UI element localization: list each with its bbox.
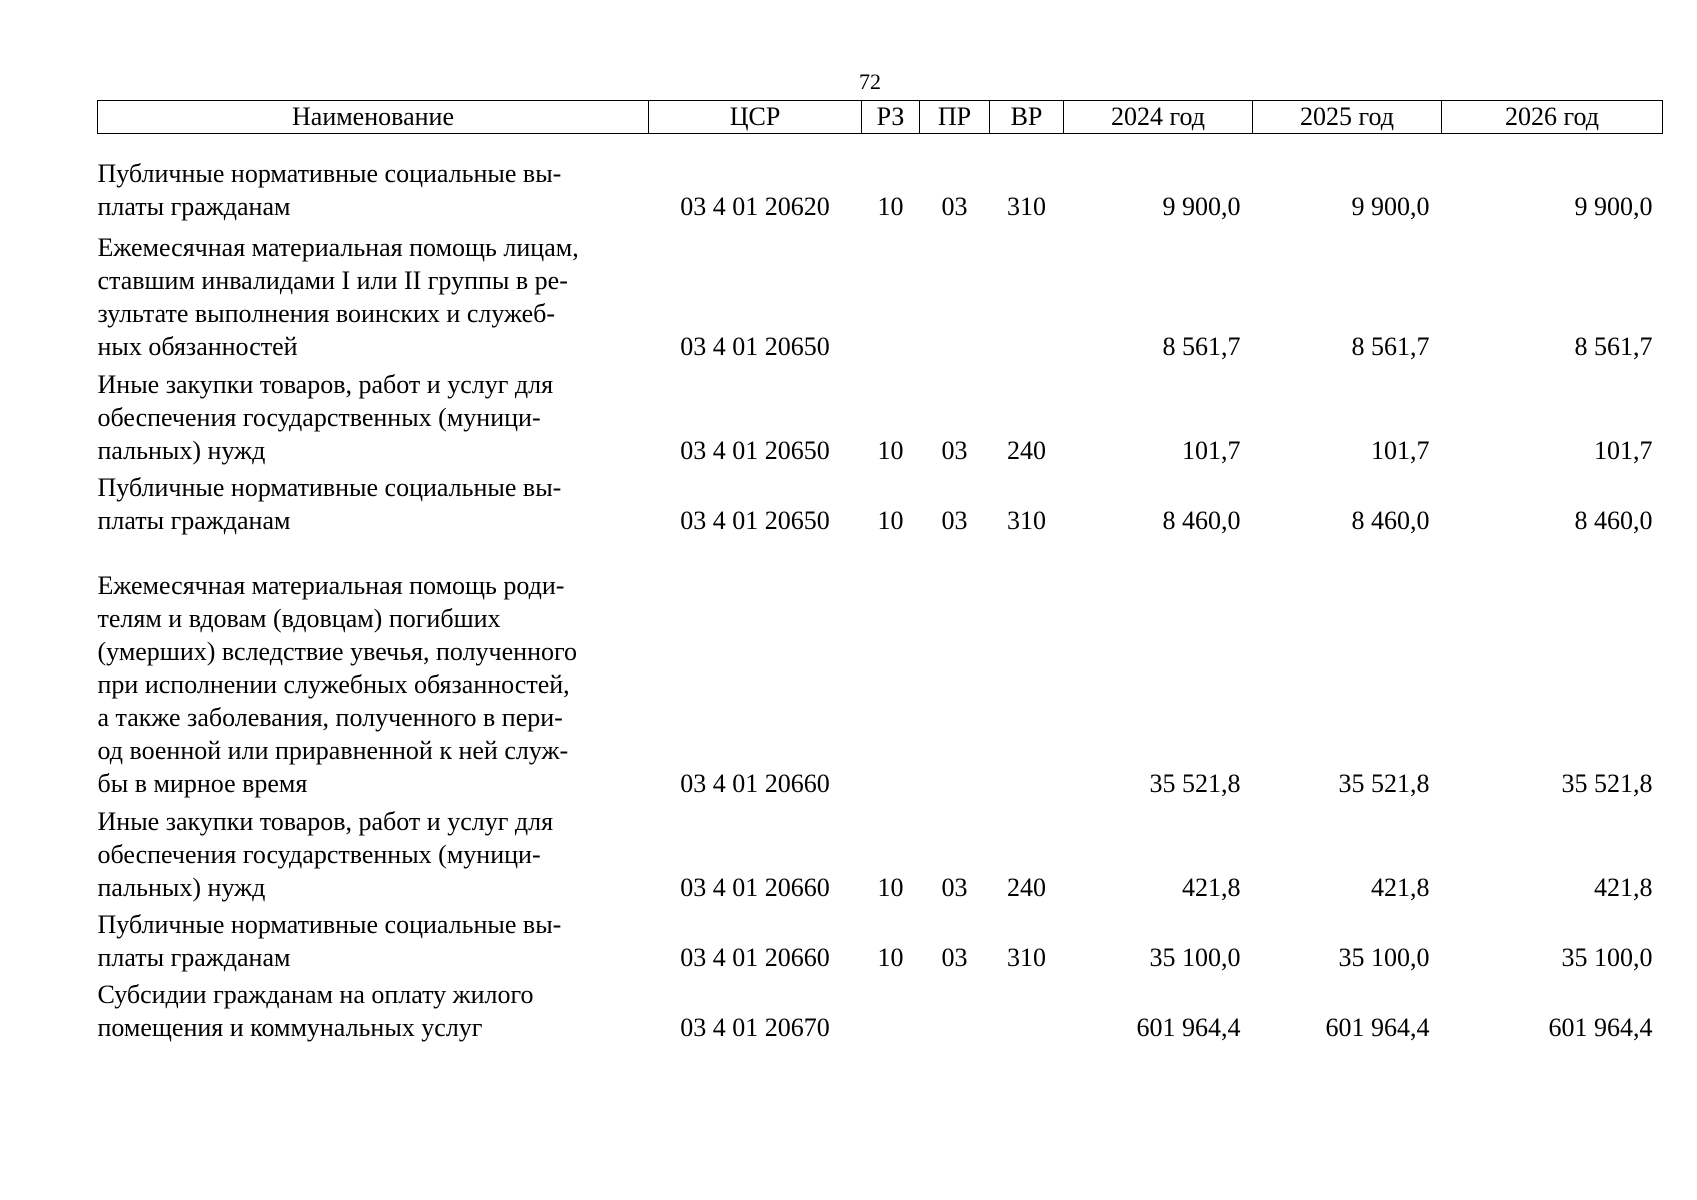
table-row	[98, 974, 1663, 1044]
cell-rz	[862, 974, 920, 1044]
cell-2024: 8 460,0	[1162, 505, 1241, 535]
cell-csr: 03 4 01 20670	[680, 1012, 830, 1042]
cell-pr: 03	[941, 435, 968, 465]
table-row	[98, 467, 1663, 537]
name-line: а также заболевания, полученного в пери-	[97, 702, 563, 732]
header-2024: 2024 год	[1064, 101, 1253, 134]
cell-pr	[920, 974, 990, 1044]
cell-2025: 601 964,4	[1325, 1012, 1430, 1042]
cell-name	[98, 467, 649, 537]
cell-vr	[990, 223, 1064, 363]
cell-vr: 240	[1007, 872, 1046, 902]
table-row	[98, 134, 1663, 223]
name-line: обеспечения государственных (муници-	[97, 839, 541, 869]
cell-2026: 421,8	[1594, 872, 1653, 902]
name-line: Иные закупки товаров, работ и услуг для	[97, 369, 554, 399]
cell-pr: 03	[941, 872, 968, 902]
cell-2024: 35 100,0	[1149, 942, 1241, 972]
name-line: телям и вдовам (вдовцам) погибших	[97, 603, 501, 633]
cell-2024: 9 900,0	[1162, 191, 1241, 221]
name-line: при исполнении служебных обязанностей,	[97, 669, 570, 699]
cell-vr: 310	[1007, 505, 1046, 535]
cell-rz: 10	[877, 872, 904, 902]
cell-rz: 10	[877, 505, 904, 535]
name-line: пальных) нужд	[97, 872, 266, 902]
table-body	[98, 134, 1663, 1044]
cell-2024: 101,7	[1182, 435, 1241, 465]
cell-pr: 03	[941, 191, 968, 221]
name-line: Ежемесячная материальная помощь роди-	[97, 570, 565, 600]
name-line: Иные закупки товаров, работ и услуг для	[97, 806, 554, 836]
cell-pr: 03	[941, 942, 968, 972]
budget-table	[97, 100, 1663, 1044]
cell-2025: 9 900,0	[1351, 191, 1430, 221]
cell-2025: 8 460,0	[1351, 505, 1430, 535]
cell-2026: 9 900,0	[1574, 191, 1653, 221]
cell-vr: 240	[1007, 435, 1046, 465]
name-line: Публичные нормативные социальные вы-	[97, 158, 562, 188]
cell-2024: 8 561,7	[1162, 331, 1241, 361]
name-line: платы гражданам	[97, 505, 291, 535]
name-line: ставшим инвалидами I или II группы в ре-	[97, 265, 568, 295]
name-line: ных обязанностей	[97, 331, 298, 361]
cell-name	[98, 800, 649, 904]
name-line: обеспечения государственных (муници-	[97, 402, 541, 432]
cell-vr: 310	[1007, 191, 1046, 221]
name-line: бы в мирное время	[97, 768, 308, 798]
cell-rz	[862, 223, 920, 363]
name-line: зультате выполнения воинских и служеб-	[97, 298, 556, 328]
cell-csr: 03 4 01 20650	[680, 505, 830, 535]
name-line: Публичные нормативные социальные вы-	[97, 909, 562, 939]
table-row	[98, 800, 1663, 904]
table-header	[98, 101, 1663, 134]
name-line: Субсидии гражданам на оплату жилого	[97, 979, 534, 1009]
cell-name	[98, 974, 649, 1044]
cell-vr	[990, 537, 1064, 800]
cell-csr: 03 4 01 20660	[680, 768, 830, 798]
name-line: (умерших) вследствие увечья, полученного	[97, 636, 578, 666]
cell-name	[98, 134, 649, 223]
cell-csr: 03 4 01 20620	[680, 191, 830, 221]
header-vr: ВР	[990, 101, 1064, 134]
cell-csr: 03 4 01 20650	[680, 435, 830, 465]
cell-2025: 8 561,7	[1351, 331, 1430, 361]
name-line: од военной или приравненной к ней служ-	[97, 735, 569, 765]
table-row	[98, 223, 1663, 363]
name-line: пальных) нужд	[97, 435, 266, 465]
header-2025: 2025 год	[1253, 101, 1442, 134]
cell-2026: 8 561,7	[1574, 331, 1653, 361]
table-row	[98, 904, 1663, 974]
name-line: платы гражданам	[97, 191, 291, 221]
header-2026: 2026 год	[1442, 101, 1663, 134]
cell-rz: 10	[877, 435, 904, 465]
cell-2026: 35 521,8	[1561, 768, 1653, 798]
header-csr: ЦСР	[649, 101, 862, 134]
cell-name	[98, 363, 649, 467]
cell-rz: 10	[877, 942, 904, 972]
header-rz: РЗ	[862, 101, 920, 134]
cell-csr: 03 4 01 20660	[680, 942, 830, 972]
cell-vr: 310	[1007, 942, 1046, 972]
cell-2024: 421,8	[1182, 872, 1241, 902]
header-row	[98, 101, 1663, 134]
cell-2026: 8 460,0	[1574, 505, 1653, 535]
cell-vr	[990, 974, 1064, 1044]
name-line: Ежемесячная материальная помощь лицам,	[97, 232, 579, 262]
cell-rz	[862, 537, 920, 800]
cell-pr: 03	[941, 505, 968, 535]
name-line: Публичные нормативные социальные вы-	[97, 472, 562, 502]
page-number: 72	[859, 69, 881, 94]
header-pr: ПР	[920, 101, 990, 134]
cell-rz: 10	[877, 191, 904, 221]
cell-2025: 35 100,0	[1338, 942, 1430, 972]
name-line: помещения и коммунальных услуг	[97, 1012, 483, 1042]
cell-pr	[920, 537, 990, 800]
cell-name	[98, 904, 649, 974]
cell-csr: 03 4 01 20650	[680, 331, 830, 361]
cell-2026: 101,7	[1594, 435, 1653, 465]
cell-2026: 35 100,0	[1561, 942, 1653, 972]
table-row	[98, 537, 1663, 800]
name-line: платы гражданам	[97, 942, 291, 972]
cell-2026: 601 964,4	[1548, 1012, 1653, 1042]
cell-name	[98, 223, 649, 363]
cell-2025: 101,7	[1371, 435, 1430, 465]
table-row	[98, 363, 1663, 467]
cell-pr	[920, 223, 990, 363]
header-name: Наименование	[98, 101, 649, 134]
cell-2024: 601 964,4	[1136, 1012, 1241, 1042]
cell-2025: 421,8	[1371, 872, 1430, 902]
cell-csr: 03 4 01 20660	[680, 872, 830, 902]
cell-2025: 35 521,8	[1338, 768, 1430, 798]
cell-2024: 35 521,8	[1149, 768, 1241, 798]
cell-name	[98, 537, 649, 800]
